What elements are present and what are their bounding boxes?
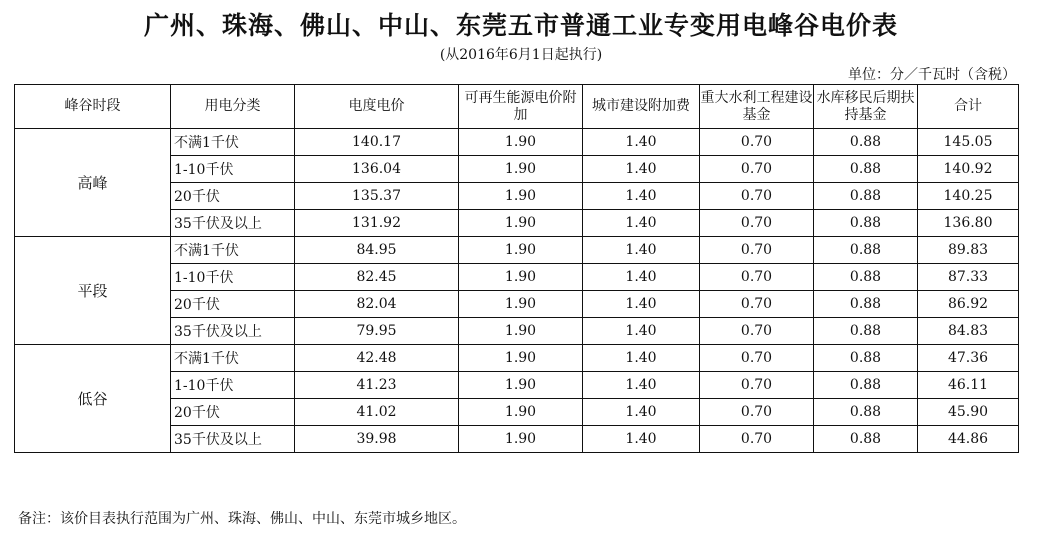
water-project-fund-cell: 0.70: [700, 318, 814, 345]
category-cell: 35千伏及以上: [171, 318, 295, 345]
renewable-surcharge-cell: 1.90: [459, 372, 583, 399]
water-project-fund-cell: 0.70: [700, 291, 814, 318]
urban-construction-fee-cell: 1.40: [583, 399, 700, 426]
renewable-surcharge-cell: 1.90: [459, 345, 583, 372]
water-project-fund-cell: 0.70: [700, 426, 814, 453]
urban-construction-fee-cell: 1.40: [583, 345, 700, 372]
urban-construction-fee-cell: 1.40: [583, 318, 700, 345]
category-cell: 1-10千伏: [171, 156, 295, 183]
reservoir-resettlement-fund-cell: 0.88: [814, 318, 918, 345]
period-cell: 平段: [15, 237, 171, 345]
urban-construction-fee-cell: 1.40: [583, 237, 700, 264]
energy-price-cell: 136.04: [295, 156, 459, 183]
header-renewable-surcharge: 可再生能源电价附加: [459, 85, 583, 129]
renewable-surcharge-cell: 1.90: [459, 426, 583, 453]
category-cell: 1-10千伏: [171, 372, 295, 399]
renewable-surcharge-cell: 1.90: [459, 237, 583, 264]
urban-construction-fee-cell: 1.40: [583, 129, 700, 156]
total-cell: 44.86: [918, 426, 1019, 453]
unit-label: 单位：分／千瓦时（含税）: [848, 67, 1016, 83]
energy-price-cell: 42.48: [295, 345, 459, 372]
total-cell: 47.36: [918, 345, 1019, 372]
page-title: 广州、珠海、佛山、中山、东莞五市普通工业专变用电峰谷电价表: [143, 11, 898, 40]
period-cell: 高峰: [15, 129, 171, 237]
header-water-project-fund: 重大水利工程建设基金: [700, 85, 814, 129]
urban-construction-fee-cell: 1.40: [583, 210, 700, 237]
water-project-fund-cell: 0.70: [700, 264, 814, 291]
period-cell: 低谷: [15, 345, 171, 453]
header-reservoir-resettlement-fund: 水库移民后期扶持基金: [814, 85, 918, 129]
header-period: 峰谷时段: [15, 85, 171, 129]
table-row: [15, 129, 1019, 156]
renewable-surcharge-cell: 1.90: [459, 156, 583, 183]
reservoir-resettlement-fund-cell: 0.88: [814, 210, 918, 237]
total-cell: 136.80: [918, 210, 1019, 237]
category-cell: 不满1千伏: [171, 237, 295, 264]
water-project-fund-cell: 0.70: [700, 129, 814, 156]
urban-construction-fee-cell: 1.40: [583, 156, 700, 183]
urban-construction-fee-cell: 1.40: [583, 264, 700, 291]
category-cell: 20千伏: [171, 291, 295, 318]
energy-price-cell: 140.17: [295, 129, 459, 156]
header-total: 合计: [918, 85, 1019, 129]
total-cell: 145.05: [918, 129, 1019, 156]
reservoir-resettlement-fund-cell: 0.88: [814, 129, 918, 156]
urban-construction-fee-cell: 1.40: [583, 372, 700, 399]
category-cell: 20千伏: [171, 399, 295, 426]
header-category: 用电分类: [171, 85, 295, 129]
effective-date: (从2016年6月1日起执行): [439, 47, 603, 63]
category-cell: 35千伏及以上: [171, 426, 295, 453]
water-project-fund-cell: 0.70: [700, 372, 814, 399]
renewable-surcharge-cell: 1.90: [459, 399, 583, 426]
table-row: [15, 237, 1019, 264]
total-cell: 45.90: [918, 399, 1019, 426]
renewable-surcharge-cell: 1.90: [459, 210, 583, 237]
reservoir-resettlement-fund-cell: 0.88: [814, 372, 918, 399]
reservoir-resettlement-fund-cell: 0.88: [814, 399, 918, 426]
water-project-fund-cell: 0.70: [700, 210, 814, 237]
energy-price-cell: 79.95: [295, 318, 459, 345]
reservoir-resettlement-fund-cell: 0.88: [814, 156, 918, 183]
reservoir-resettlement-fund-cell: 0.88: [814, 264, 918, 291]
category-cell: 20千伏: [171, 183, 295, 210]
water-project-fund-cell: 0.70: [700, 345, 814, 372]
category-cell: 1-10千伏: [171, 264, 295, 291]
footnote: 备注：该价目表执行范围为广州、珠海、佛山、中山、东莞市城乡地区。: [18, 511, 466, 527]
reservoir-resettlement-fund-cell: 0.88: [814, 291, 918, 318]
energy-price-cell: 82.04: [295, 291, 459, 318]
water-project-fund-cell: 0.70: [700, 156, 814, 183]
header-urban-construction-fee: 城市建设附加费: [583, 85, 700, 129]
total-cell: 86.92: [918, 291, 1019, 318]
energy-price-cell: 131.92: [295, 210, 459, 237]
energy-price-cell: 135.37: [295, 183, 459, 210]
renewable-surcharge-cell: 1.90: [459, 291, 583, 318]
category-cell: 35千伏及以上: [171, 210, 295, 237]
renewable-surcharge-cell: 1.90: [459, 318, 583, 345]
energy-price-cell: 39.98: [295, 426, 459, 453]
reservoir-resettlement-fund-cell: 0.88: [814, 183, 918, 210]
total-cell: 87.33: [918, 264, 1019, 291]
total-cell: 46.11: [918, 372, 1019, 399]
reservoir-resettlement-fund-cell: 0.88: [814, 426, 918, 453]
energy-price-cell: 84.95: [295, 237, 459, 264]
renewable-surcharge-cell: 1.90: [459, 264, 583, 291]
total-cell: 140.92: [918, 156, 1019, 183]
urban-construction-fee-cell: 1.40: [583, 291, 700, 318]
reservoir-resettlement-fund-cell: 0.88: [814, 345, 918, 372]
total-cell: 140.25: [918, 183, 1019, 210]
energy-price-cell: 82.45: [295, 264, 459, 291]
water-project-fund-cell: 0.70: [700, 399, 814, 426]
table-row: [15, 345, 1019, 372]
renewable-surcharge-cell: 1.90: [459, 183, 583, 210]
water-project-fund-cell: 0.70: [700, 237, 814, 264]
table-header-row: [15, 85, 1019, 129]
header-energy-price: 电度电价: [295, 85, 459, 129]
urban-construction-fee-cell: 1.40: [583, 183, 700, 210]
urban-construction-fee-cell: 1.40: [583, 426, 700, 453]
water-project-fund-cell: 0.70: [700, 183, 814, 210]
category-cell: 不满1千伏: [171, 345, 295, 372]
total-cell: 89.83: [918, 237, 1019, 264]
category-cell: 不满1千伏: [171, 129, 295, 156]
energy-price-cell: 41.23: [295, 372, 459, 399]
table-body: [15, 129, 1019, 453]
reservoir-resettlement-fund-cell: 0.88: [814, 237, 918, 264]
price-table: [14, 84, 1019, 453]
total-cell: 84.83: [918, 318, 1019, 345]
energy-price-cell: 41.02: [295, 399, 459, 426]
renewable-surcharge-cell: 1.90: [459, 129, 583, 156]
